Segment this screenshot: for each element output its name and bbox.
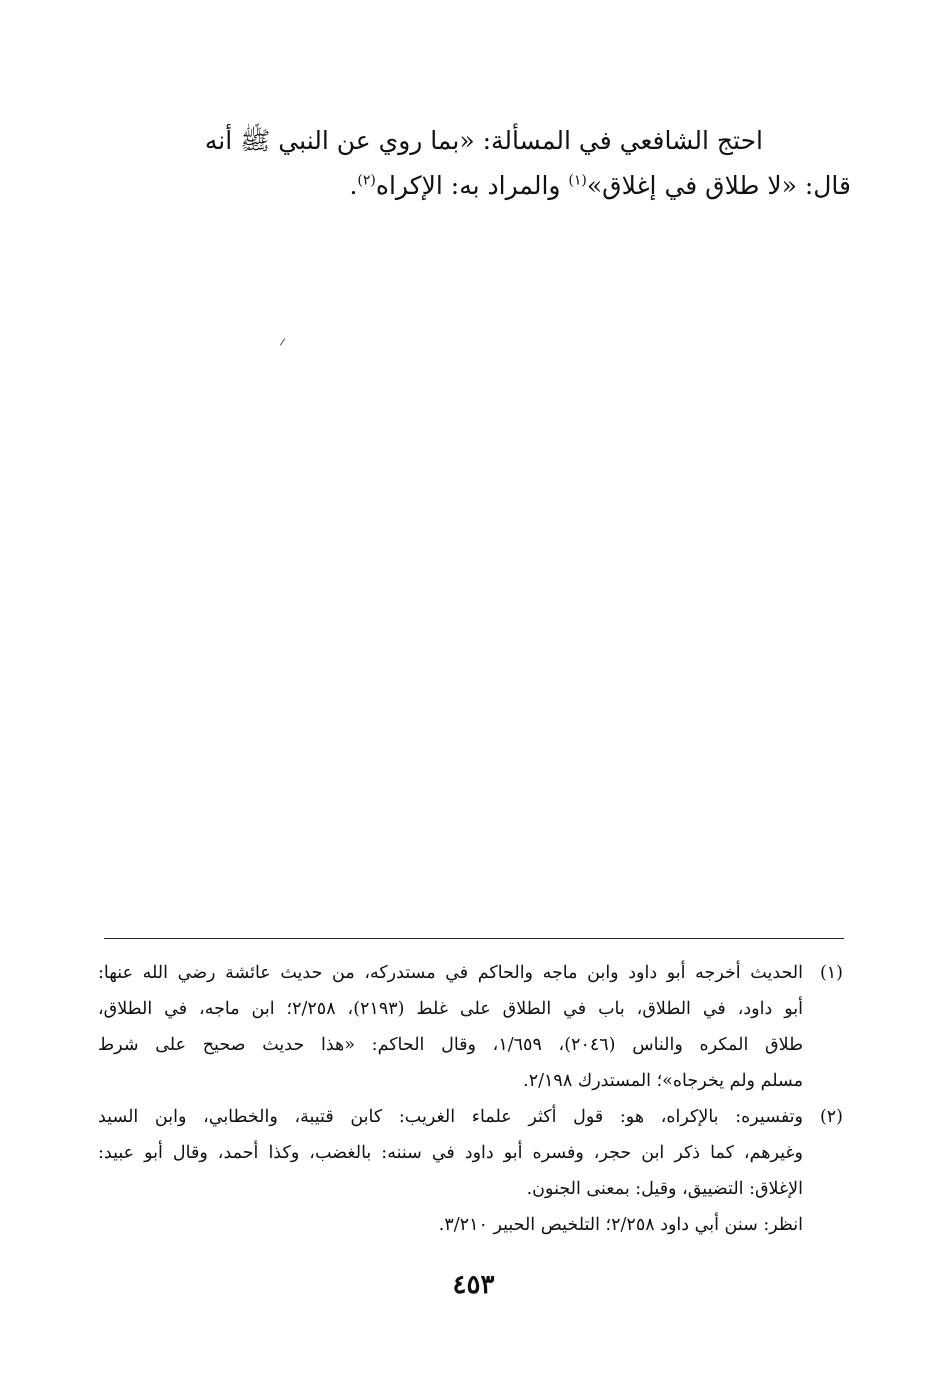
footnote-ref-2[interactable]: (٢): [357, 172, 376, 189]
footnote-1: [98, 955, 843, 1099]
footnote-2: [98, 1099, 843, 1243]
main-line-2: [251, 163, 851, 208]
main-line-2-period: .: [349, 171, 358, 200]
footnote-1-line-4: مسلم ولم يخرجاه»؛ المستدرك ٢/١٩٨.: [523, 1071, 803, 1091]
stray-mark: [280, 338, 285, 345]
main-line-2-part-1: قال: «لا طلاق في إغلاق»: [586, 171, 851, 200]
footnote-2-line-4: انظر: سنن أبي داود ٢/٢٥٨؛ التلخيص الحبير ٣/٢١٠.: [438, 1215, 803, 1235]
main-line-2-part-2: والمراد به: الإكراه: [375, 171, 569, 200]
footnote-1-line-1: الحديث أخرجه أبو داود وابن ماجه والحاكم في مستدركه، من حديث عائشة رضي الله عنها:: [98, 963, 803, 983]
page-number: ٤٥٣: [452, 1270, 495, 1300]
footnote-separator: [104, 938, 844, 939]
footnote-1-line-2: أبو داود، في الطلاق، باب في الطلاق على غلط (٢١٩٣)، ٢/٢٥٨؛ ابن ماجه، في الطلاق،: [98, 999, 803, 1019]
footnote-2-line-2: وغيرهم، كما ذكر ابن حجر، وفسره أبو داود في سننه: بالغضب، وكذا أحمد، وقال أبو عبيد:: [98, 1143, 803, 1163]
footnote-2-line-3: الإغلاق: التضييق، وقيل: بمعنى الجنون.: [526, 1179, 803, 1199]
footnotes: [98, 955, 843, 1243]
footnote-1-number: (١): [819, 963, 843, 983]
footnote-2-number: (٢): [819, 1107, 843, 1127]
footnote-1-line-3: طلاق المكره والناس (٢٠٤٦)، ١/٦٥٩، وقال الحاكم: «هذا حديث صحيح على شرط: [98, 1035, 804, 1055]
footnote-ref-1[interactable]: (١): [568, 172, 587, 189]
main-text: [204, 118, 851, 208]
main-line-1: احتج الشافعي في المسألة: «بما روي عن النبي ﷺ أنه: [204, 126, 763, 155]
footnote-2-line-1: وتفسيره: بالإكراه، هو: قول أكثر علماء الغريب: كابن قتيبة، والخطابي، وابن السيد: [98, 1107, 803, 1127]
